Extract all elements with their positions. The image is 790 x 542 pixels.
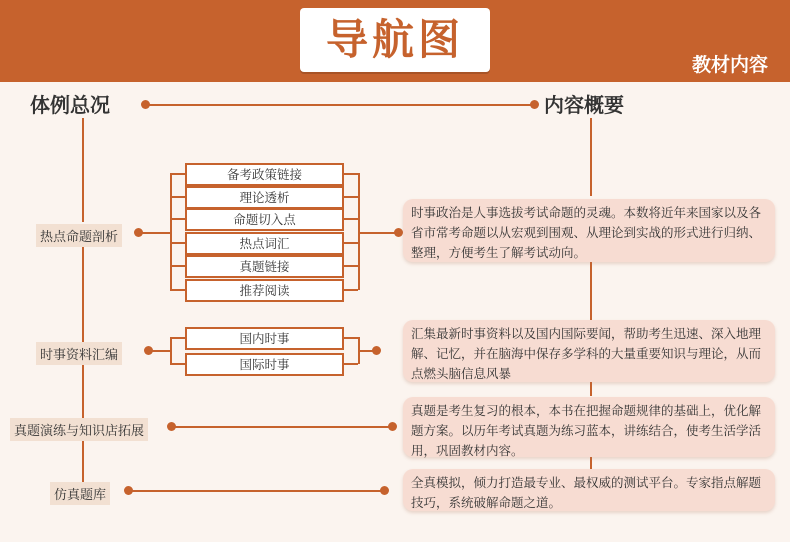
- top-connector-line: [148, 104, 532, 106]
- section-label-news-compilation: 时事资料汇编: [36, 342, 122, 365]
- top-connector-right-dot: [530, 100, 539, 109]
- section-2-left-bracket: [170, 337, 172, 364]
- title-box: [300, 8, 490, 72]
- right-trunk-4: [590, 456, 592, 470]
- section-4-right-dot: [380, 486, 389, 495]
- bracket-tick: [343, 196, 358, 198]
- section-3-description: 真题是考生复习的根本，本书在把握命题规律的基础上，优化解题方案。以历年考试真题为练习蓝本，讲练结合，使考生活学活用，巩固教材内容。: [403, 397, 775, 457]
- section-label-hotspot: 热点命题剖析: [36, 224, 122, 247]
- left-trunk-2: [82, 244, 84, 342]
- section-label-simulation-bank: 仿真题库: [50, 482, 110, 505]
- sub-item-international-news: 国际时事: [185, 353, 344, 376]
- header-banner: [0, 0, 790, 82]
- right-column-heading: 内容概要: [544, 93, 624, 117]
- bracket-tick: [343, 363, 358, 365]
- section-4-description: 全真模拟，倾力打造最专业、最权威的测试平台。专家指点解题技巧，系统破解命题之道。: [403, 469, 775, 511]
- section-1-right-dot: [394, 228, 403, 237]
- bracket-tick: [343, 173, 358, 175]
- bracket-tick: [343, 265, 358, 267]
- section-2-right-dot: [372, 346, 381, 355]
- left-trunk-4: [82, 438, 84, 482]
- right-trunk-3: [590, 380, 592, 396]
- sub-item-exam-link: 真题链接: [185, 255, 344, 278]
- section-1-left-bracket: [170, 173, 172, 290]
- sub-item-domestic-news: 国内时事: [185, 327, 344, 350]
- section-label-exam-practice: 真题演练与知识店拓展: [10, 418, 148, 441]
- bracket-tick: [170, 196, 185, 198]
- left-column-heading: 体例总况: [30, 93, 110, 117]
- bracket-tick: [170, 242, 185, 244]
- bracket-tick: [343, 218, 358, 220]
- bracket-tick: [170, 363, 185, 365]
- bracket-tick: [343, 242, 358, 244]
- section-4-connector-line: [132, 490, 382, 492]
- sub-item-theory: 理论透析: [185, 186, 344, 209]
- bracket-tick: [170, 337, 185, 339]
- sub-item-entry-point: 命题切入点: [185, 208, 344, 231]
- bracket-tick: [170, 218, 185, 220]
- section-1-left-line: [142, 232, 170, 234]
- left-trunk-3: [82, 364, 84, 418]
- bracket-tick: [170, 173, 185, 175]
- right-trunk-1: [590, 118, 592, 196]
- bracket-tick: [343, 337, 358, 339]
- page-title: 导航图: [325, 15, 464, 64]
- sub-item-policy-link: 备考政策链接: [185, 163, 344, 186]
- section-2-left-line: [152, 350, 170, 352]
- bracket-tick: [170, 289, 185, 291]
- sub-item-reading: 推荐阅读: [185, 279, 344, 302]
- section-2-description: 汇集最新时事资料以及国内国际要闻，帮助考生迅速、深入地理解、记忆，并在脑海中保存多学科的大量重要知识与理论，从而点燃头脑信息风暴: [403, 320, 775, 382]
- bracket-tick: [170, 265, 185, 267]
- right-trunk-2: [590, 262, 592, 320]
- page-subtitle: 教材内容: [691, 54, 768, 76]
- section-1-description: 时事政治是人事选拔考试命题的灵魂。本数将近年来国家以及各省市常考命题以从宏观到围观、从理论到实战的形式进行归纳、整理，方便考生了解考试动向。: [403, 199, 775, 262]
- section-3-right-dot: [388, 422, 397, 431]
- sub-item-vocabulary: 热点词汇: [185, 232, 344, 255]
- section-1-right-line: [358, 232, 398, 234]
- section-3-connector-line: [175, 426, 391, 428]
- left-trunk-1: [82, 118, 84, 222]
- bracket-tick: [343, 289, 358, 291]
